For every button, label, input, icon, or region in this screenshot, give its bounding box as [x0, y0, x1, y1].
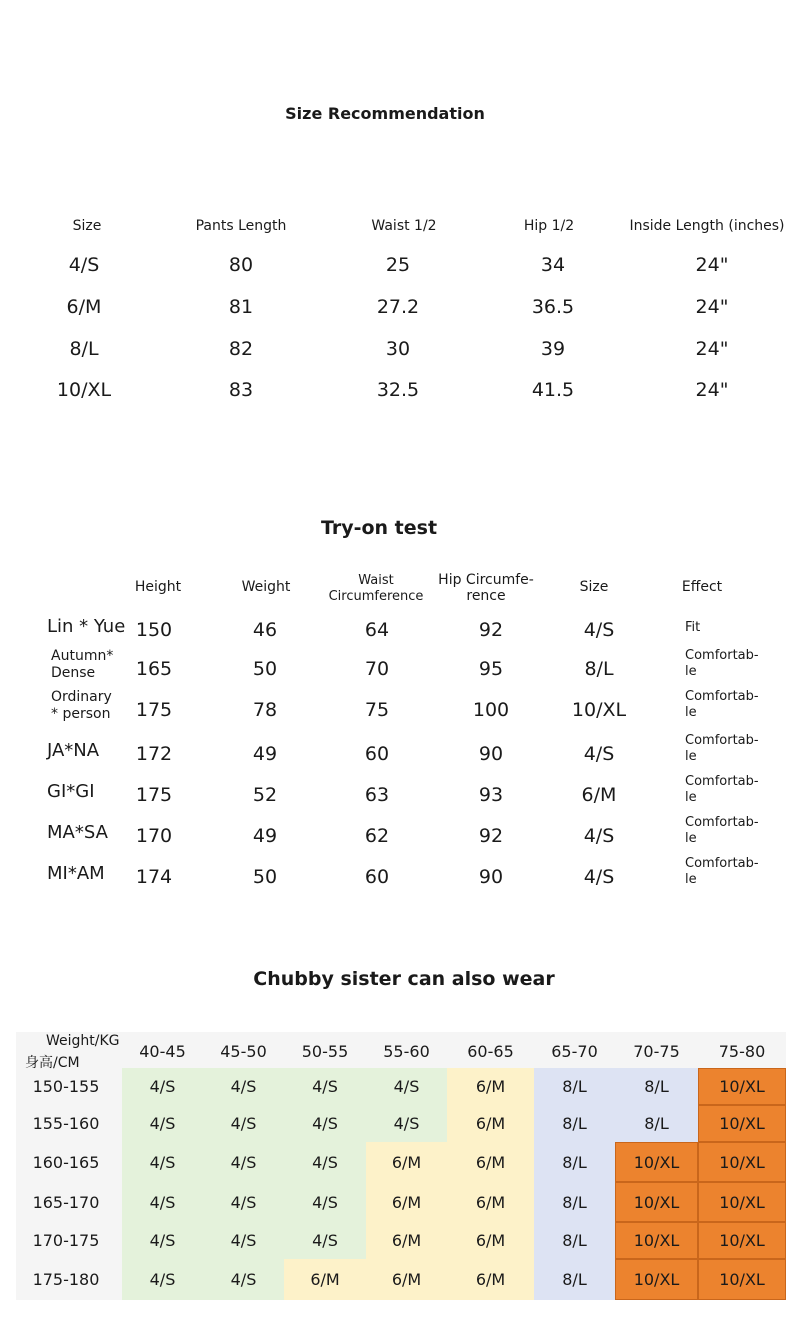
size-cell-blue: 8/L [534, 1182, 615, 1222]
size-cell-yellow: 6/M [447, 1222, 534, 1259]
cell-waist: 60 [364, 743, 390, 765]
size-cell-green: 4/S [122, 1068, 203, 1105]
cell-size: 10/XL [56, 379, 112, 401]
size-cell-green: 4/S [203, 1222, 284, 1259]
cell-waist: 62 [364, 825, 390, 847]
corner-weight-label: Weight/KG [46, 1033, 120, 1049]
size-cell-yellow: 6/M [366, 1182, 447, 1222]
col-header-size: Size [579, 579, 609, 595]
size-cell-orange: 10/XL [698, 1222, 786, 1259]
cell-hip: 39 [540, 338, 566, 360]
size-cell-green: 4/S [122, 1105, 203, 1142]
person-name: Autumn* Dense [51, 648, 114, 681]
cell-effect: Fit [685, 620, 701, 635]
size-cell-blue: 8/L [534, 1142, 615, 1182]
cell-pants-length: 81 [228, 296, 254, 318]
cell-waist: 27.2 [376, 296, 420, 318]
cell-inside-length: 24" [695, 254, 729, 276]
cell-height: 172 [135, 743, 173, 765]
size-cell-yellow: 6/M [366, 1259, 447, 1300]
cell-weight: 46 [252, 619, 278, 641]
size-cell-blue: 8/L [534, 1259, 615, 1300]
size-cell-yellow: 6/M [366, 1222, 447, 1259]
cell-hip: 90 [478, 866, 504, 888]
weight-range-header: 40-45 [139, 1041, 186, 1061]
cell-hip: 36.5 [531, 296, 575, 318]
cell-size: 8/L [69, 338, 99, 360]
size-cell-green: 4/S [203, 1068, 284, 1105]
size-cell-orange: 10/XL [698, 1105, 786, 1142]
person-name: MA*SA [47, 822, 108, 843]
cell-pants-length: 83 [228, 379, 254, 401]
chubby-title: Chubby sister can also wear [253, 968, 555, 990]
cell-height: 174 [135, 866, 173, 888]
cell-hip: 41.5 [531, 379, 575, 401]
col-header-effect: Effect [681, 579, 723, 595]
cell-size: 6/M [66, 296, 102, 318]
cell-pants-length: 82 [228, 338, 254, 360]
size-cell-green: 4/S [284, 1222, 366, 1259]
cell-effect: Comfortab- le [685, 648, 759, 679]
size-cell-green: 4/S [366, 1105, 447, 1142]
size-cell-orange: 10/XL [615, 1259, 698, 1300]
cell-waist: 64 [364, 619, 390, 641]
cell-size: 4/S [583, 866, 615, 888]
try-on-title: Try-on test [320, 517, 438, 539]
cell-height: 175 [135, 699, 173, 721]
size-cell-yellow: 6/M [447, 1068, 534, 1105]
weight-range-header: 70-75 [633, 1041, 680, 1061]
cell-weight: 52 [252, 784, 278, 806]
cell-hip: 92 [478, 619, 504, 641]
person-name: MI*AM [47, 863, 105, 884]
cell-weight: 50 [252, 866, 278, 888]
cell-hip: 95 [478, 658, 504, 680]
cell-size: 6/M [581, 784, 617, 806]
cell-size: 4/S [68, 254, 100, 276]
col-header-waist-circumference: Waist Circumference [328, 573, 424, 604]
size-cell-blue: 8/L [534, 1105, 615, 1142]
person-name: Lin * Yue [47, 616, 126, 637]
col-header-hip: Hip 1/2 [523, 218, 575, 234]
col-header-weight: Weight [241, 579, 291, 595]
size-cell-orange: 10/XL [698, 1142, 786, 1182]
size-cell-green: 4/S [203, 1142, 284, 1182]
size-cell-orange: 10/XL [698, 1068, 786, 1105]
size-cell-yellow: 6/M [284, 1259, 366, 1300]
cell-weight: 49 [252, 743, 278, 765]
size-cell-green: 4/S [122, 1222, 203, 1259]
cell-waist: 30 [385, 338, 411, 360]
size-cell-yellow: 6/M [447, 1142, 534, 1182]
size-cell-yellow: 6/M [447, 1259, 534, 1300]
cell-effect: Comfortab- le [685, 733, 759, 764]
size-cell-orange: 10/XL [698, 1182, 786, 1222]
cell-effect: Comfortab- le [685, 856, 759, 887]
cell-effect: Comfortab- le [685, 815, 759, 846]
cell-size: 4/S [583, 619, 615, 641]
size-cell-green: 4/S [366, 1068, 447, 1105]
weight-range-header: 60-65 [467, 1041, 514, 1061]
cell-hip: 92 [478, 825, 504, 847]
size-cell-yellow: 6/M [447, 1182, 534, 1222]
cell-hip: 93 [478, 784, 504, 806]
height-range-label: 160-165 [32, 1152, 100, 1172]
size-cell-blue: 8/L [534, 1222, 615, 1259]
cell-size: 4/S [583, 825, 615, 847]
size-cell-blue: 8/L [615, 1068, 698, 1105]
cell-size: 4/S [583, 743, 615, 765]
size-cell-blue: 8/L [615, 1105, 698, 1142]
col-header-pants-length: Pants Length [195, 218, 287, 234]
weight-range-header: 65-70 [551, 1041, 598, 1061]
cell-size: 8/L [584, 658, 614, 680]
cell-weight: 78 [252, 699, 278, 721]
col-header-hip-circumference: Hip Circumfe- rence [438, 572, 534, 604]
cell-hip: 100 [472, 699, 510, 721]
col-header-waist: Waist 1/2 [371, 218, 437, 234]
size-cell-green: 4/S [203, 1259, 284, 1300]
cell-height: 150 [135, 619, 173, 641]
person-name: Ordinary * person [51, 689, 112, 722]
weight-range-header: 55-60 [383, 1041, 430, 1061]
cell-inside-length: 24" [695, 379, 729, 401]
size-recommendation-title: Size Recommendation [285, 104, 485, 123]
size-cell-orange: 10/XL [698, 1259, 786, 1300]
chubby-size-grid [16, 1032, 786, 1300]
col-header-size: Size [72, 218, 102, 234]
cell-size: 10/XL [571, 699, 627, 721]
weight-range-header: 75-80 [718, 1041, 766, 1061]
cell-hip: 34 [540, 254, 566, 276]
size-cell-green: 4/S [203, 1105, 284, 1142]
col-header-inside-length: Inside Length (inches) [629, 218, 785, 234]
size-cell-green: 4/S [284, 1105, 366, 1142]
size-cell-orange: 10/XL [615, 1222, 698, 1259]
weight-range-header: 50-55 [301, 1041, 349, 1061]
cell-waist: 70 [364, 658, 390, 680]
size-cell-green: 4/S [284, 1068, 366, 1105]
size-cell-green: 4/S [284, 1142, 366, 1182]
size-cell-yellow: 6/M [447, 1105, 534, 1142]
corner-height-label: 身高/CM [25, 1055, 80, 1071]
size-cell-orange: 10/XL [615, 1182, 698, 1222]
col-header-height: Height [134, 579, 182, 595]
height-range-label: 170-175 [32, 1231, 100, 1250]
cell-waist: 63 [364, 784, 390, 806]
cell-hip: 90 [478, 743, 504, 765]
cell-height: 170 [135, 825, 173, 847]
cell-weight: 49 [252, 825, 278, 847]
size-cell-green: 4/S [122, 1142, 203, 1182]
height-range-label: 150-155 [32, 1077, 100, 1096]
cell-pants-length: 80 [228, 254, 254, 276]
cell-height: 165 [135, 658, 173, 680]
height-range-label: 155-160 [32, 1114, 100, 1133]
size-cell-green: 4/S [203, 1182, 284, 1222]
size-cell-green: 4/S [122, 1259, 203, 1300]
size-cell-green: 4/S [122, 1182, 203, 1222]
weight-range-header: 45-50 [220, 1041, 267, 1061]
cell-effect: Comfortab- le [685, 774, 759, 805]
cell-waist: 32.5 [376, 379, 420, 401]
person-name: GI*GI [47, 781, 95, 802]
height-range-label: 165-170 [32, 1192, 100, 1212]
cell-waist: 75 [364, 699, 390, 721]
cell-height: 175 [135, 784, 173, 806]
size-cell-orange: 10/XL [615, 1142, 698, 1182]
cell-waist: 60 [364, 866, 390, 888]
cell-weight: 50 [252, 658, 278, 680]
cell-inside-length: 24" [695, 338, 729, 360]
size-cell-green: 4/S [284, 1182, 366, 1222]
person-name: JA*NA [47, 740, 100, 761]
height-range-label: 175-180 [32, 1270, 100, 1289]
size-cell-blue: 8/L [534, 1068, 615, 1105]
cell-waist: 25 [385, 254, 411, 276]
size-cell-yellow: 6/M [366, 1142, 447, 1182]
cell-effect: Comfortab- le [685, 689, 759, 720]
cell-inside-length: 24" [695, 296, 729, 318]
